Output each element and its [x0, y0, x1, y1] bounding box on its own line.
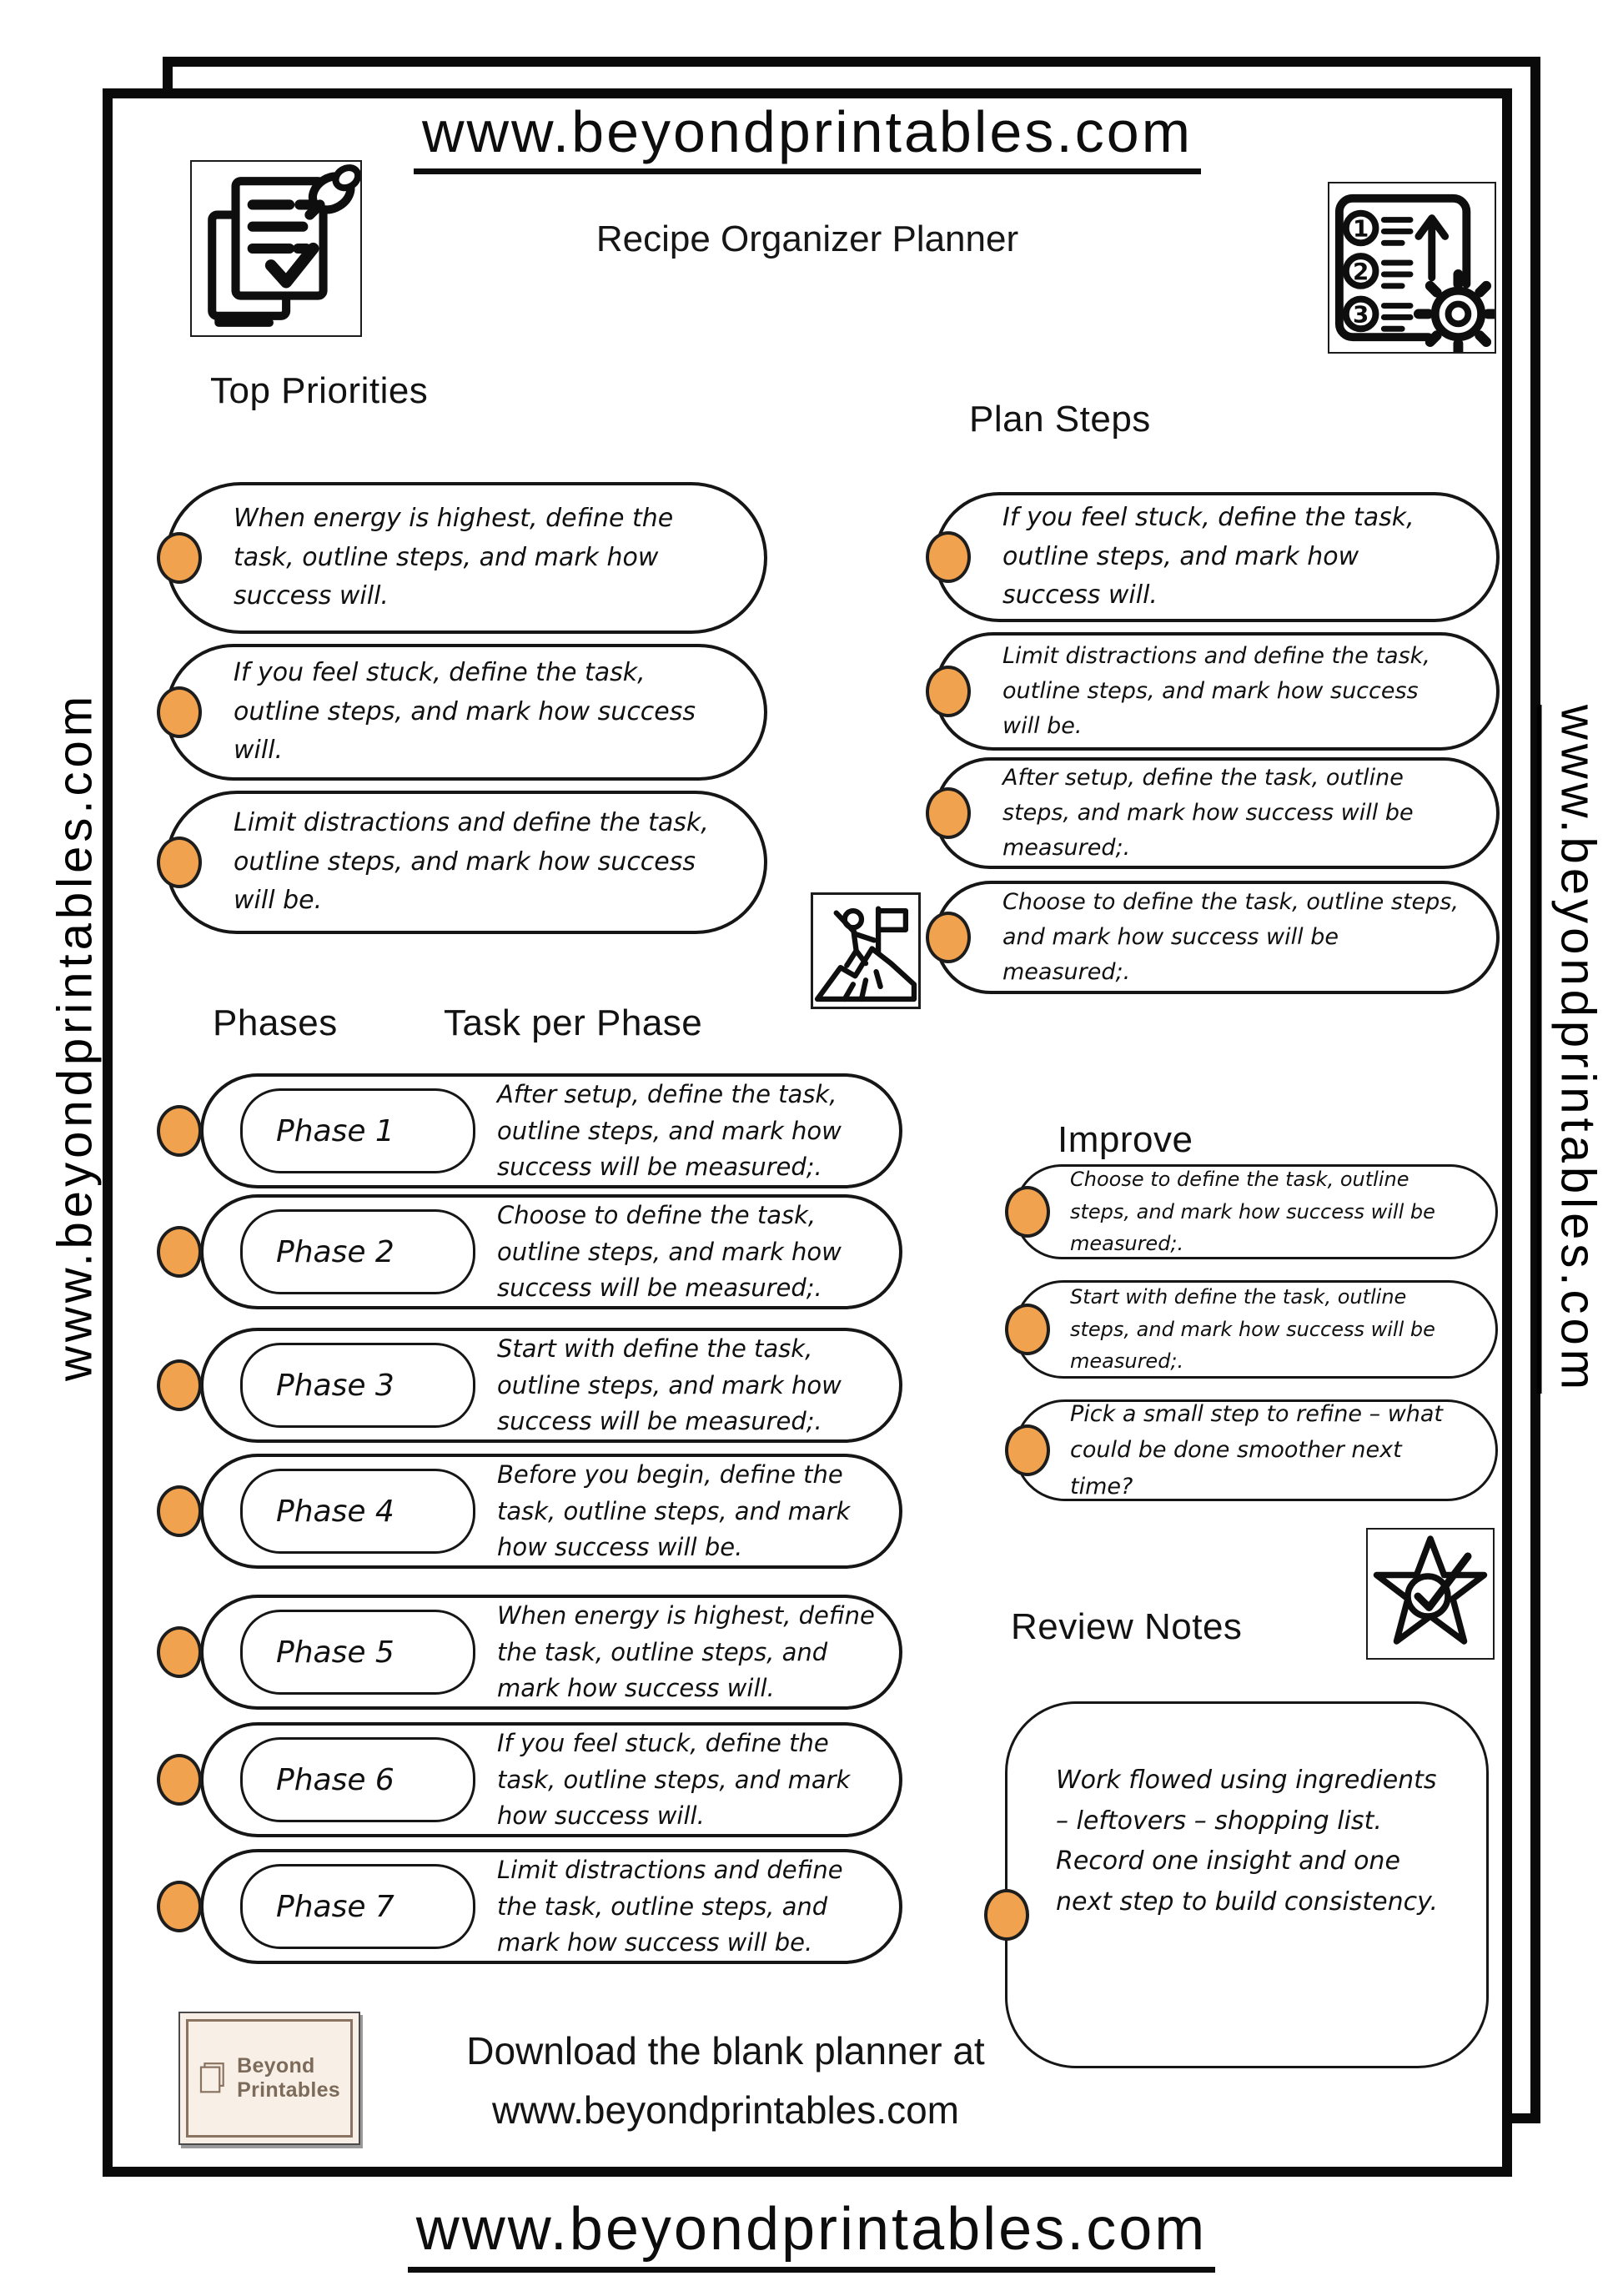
- plan-steps-heading: Plan Steps: [969, 399, 1151, 440]
- improve-pill-2: [1014, 1280, 1498, 1379]
- phase-task-1: After setup, define the task, outline steps, and mark how success will be measured;.: [497, 1079, 842, 1181]
- phase-row-2: [200, 1194, 902, 1309]
- plan-step-pill-1: [934, 492, 1500, 622]
- improve-text-3: Pick a small step to refine – what could be done smoother next time?: [1070, 1401, 1444, 1500]
- top-priority-pill-1: [165, 482, 767, 634]
- download-line1: Download the blank planner at: [466, 2029, 985, 2072]
- svg-text:2: 2: [1352, 257, 1369, 285]
- orange-dot: [157, 1881, 202, 1932]
- phase-task-6: If you feel stuck, define the task, outline steps, and mark how success will.: [497, 1728, 851, 1830]
- right-side-url: www.beyondprintables.com: [1537, 705, 1606, 1394]
- top-priorities-heading: Top Priorities: [210, 370, 429, 411]
- orange-dot: [926, 666, 971, 717]
- orange-dot: [157, 1754, 202, 1806]
- phase-row-5: [200, 1595, 902, 1710]
- orange-dot: [157, 1226, 202, 1278]
- improve-pill-1: [1014, 1164, 1498, 1259]
- top-url-link[interactable]: www.beyondprintables.com: [414, 98, 1201, 174]
- plan-step-pill-2: [934, 632, 1500, 751]
- top-priority-text-1: When energy is highest, define the task, outline steps, and mark how success will.: [234, 504, 674, 611]
- orange-dot: [157, 1105, 202, 1157]
- star-check-icon: [1366, 1528, 1495, 1660]
- orange-dot: [984, 1889, 1029, 1941]
- phase-label-field-6[interactable]: Phase 6: [240, 1737, 475, 1822]
- phase-row-3: [200, 1328, 902, 1443]
- orange-dot: [926, 531, 971, 583]
- top-priority-pill-3: [165, 791, 767, 934]
- phase-label-field-4[interactable]: Phase 4: [240, 1469, 475, 1554]
- orange-dot: [1005, 1304, 1050, 1355]
- orange-dot: [157, 837, 202, 888]
- orange-dot: [157, 1359, 202, 1411]
- download-link[interactable]: www.beyondprintables.com: [492, 2088, 959, 2133]
- orange-dot: [926, 912, 971, 963]
- plan-step-text-1: If you feel stuck, define the task, outline steps, and mark how success will.: [1002, 503, 1414, 610]
- plan-step-text-4: Choose to define the task, outline steps, and mark how success will be measured;.: [1002, 889, 1459, 985]
- review-notes-text: Work flowed using ingredients – leftovers – shopping list. Record one insight and one next step to build consistency.: [1056, 1766, 1439, 1917]
- svg-text:3: 3: [1352, 300, 1369, 329]
- task-per-phase-heading: Task per Phase: [444, 1002, 703, 1043]
- top-priority-pill-2: [165, 644, 767, 781]
- phase-label-field-7[interactable]: Phase 7: [240, 1864, 475, 1949]
- orange-dot: [1005, 1424, 1050, 1476]
- orange-dot: [157, 1626, 202, 1678]
- top-priority-text-3: Limit distractions and define the task, outline steps, and mark how success will be.: [234, 808, 709, 916]
- phase-task-7: Limit distractions and define the task, outline steps, and mark how success will be.: [497, 1855, 843, 1957]
- phase-row-6: [200, 1722, 902, 1837]
- improve-text-2: Start with define the task, outline steps, and mark how success will be measured;.: [1070, 1285, 1435, 1374]
- plan-step-pill-4: [934, 881, 1500, 994]
- phase-row-7: [200, 1849, 902, 1964]
- phases-heading: Phases: [213, 1002, 338, 1043]
- phase-task-5: When energy is highest, define the task, outline steps, and mark how success will.: [497, 1600, 875, 1702]
- phase-row-1: [200, 1073, 902, 1188]
- documents-icon: [198, 2052, 227, 2104]
- bottom-url: [0, 2195, 1623, 2273]
- mountain-flag-icon: [811, 892, 921, 1009]
- phase-label-field-1[interactable]: Phase 1: [240, 1088, 475, 1173]
- phase-task-3: Start with define the task, outline steps, and mark how success will be measured;.: [497, 1334, 842, 1435]
- phase-row-4: [200, 1454, 902, 1569]
- phase-label-field-5[interactable]: Phase 5: [240, 1610, 475, 1695]
- orange-dot: [926, 787, 971, 839]
- orange-dot: [157, 532, 202, 584]
- bottom-url-link[interactable]: www.beyondprintables.com: [408, 2195, 1215, 2273]
- review-notes-box[interactable]: [1005, 1701, 1489, 2068]
- download-callout: [417, 2022, 1034, 2141]
- phase-task-2: Choose to define the task, outline steps, and mark how success will be measured;.: [497, 1200, 842, 1302]
- orange-dot: [157, 686, 202, 738]
- logo-inner-frame: [186, 2019, 353, 2138]
- plan-step-text-2: Limit distractions and define the task, outline steps, and mark how success will be.: [1002, 643, 1430, 739]
- plan-step-text-3: After setup, define the task, outline steps, and mark how success will be measured;.: [1002, 765, 1414, 861]
- phase-task-4: Before you begin, define the task, outline steps, and mark how success will be.: [497, 1459, 851, 1561]
- orange-dot: [1005, 1186, 1050, 1238]
- orange-dot: [157, 1485, 202, 1537]
- phase-label-field-2[interactable]: Phase 2: [240, 1209, 475, 1294]
- improve-text-1: Choose to define the task, outline steps, and mark how success will be measured;.: [1070, 1168, 1435, 1256]
- beyond-printables-logo: [178, 2012, 360, 2145]
- logo-text: Beyond Printables: [237, 2054, 340, 2102]
- page-title: Recipe Organizer Planner: [595, 219, 1019, 259]
- top-priority-text-2: If you feel stuck, define the task, outline steps, and mark how success will.: [234, 658, 696, 766]
- svg-text:1: 1: [1352, 214, 1369, 243]
- numbered-steps-gear-icon: [1328, 182, 1496, 354]
- phase-label-field-3[interactable]: Phase 3: [240, 1343, 475, 1428]
- review-notes-heading: Review Notes: [1011, 1606, 1243, 1647]
- improve-pill-3: [1014, 1399, 1498, 1501]
- improve-heading: Improve: [1058, 1119, 1193, 1160]
- left-side-url: www.beyondprintables.com: [48, 691, 103, 1382]
- plan-step-pill-3: [934, 757, 1500, 869]
